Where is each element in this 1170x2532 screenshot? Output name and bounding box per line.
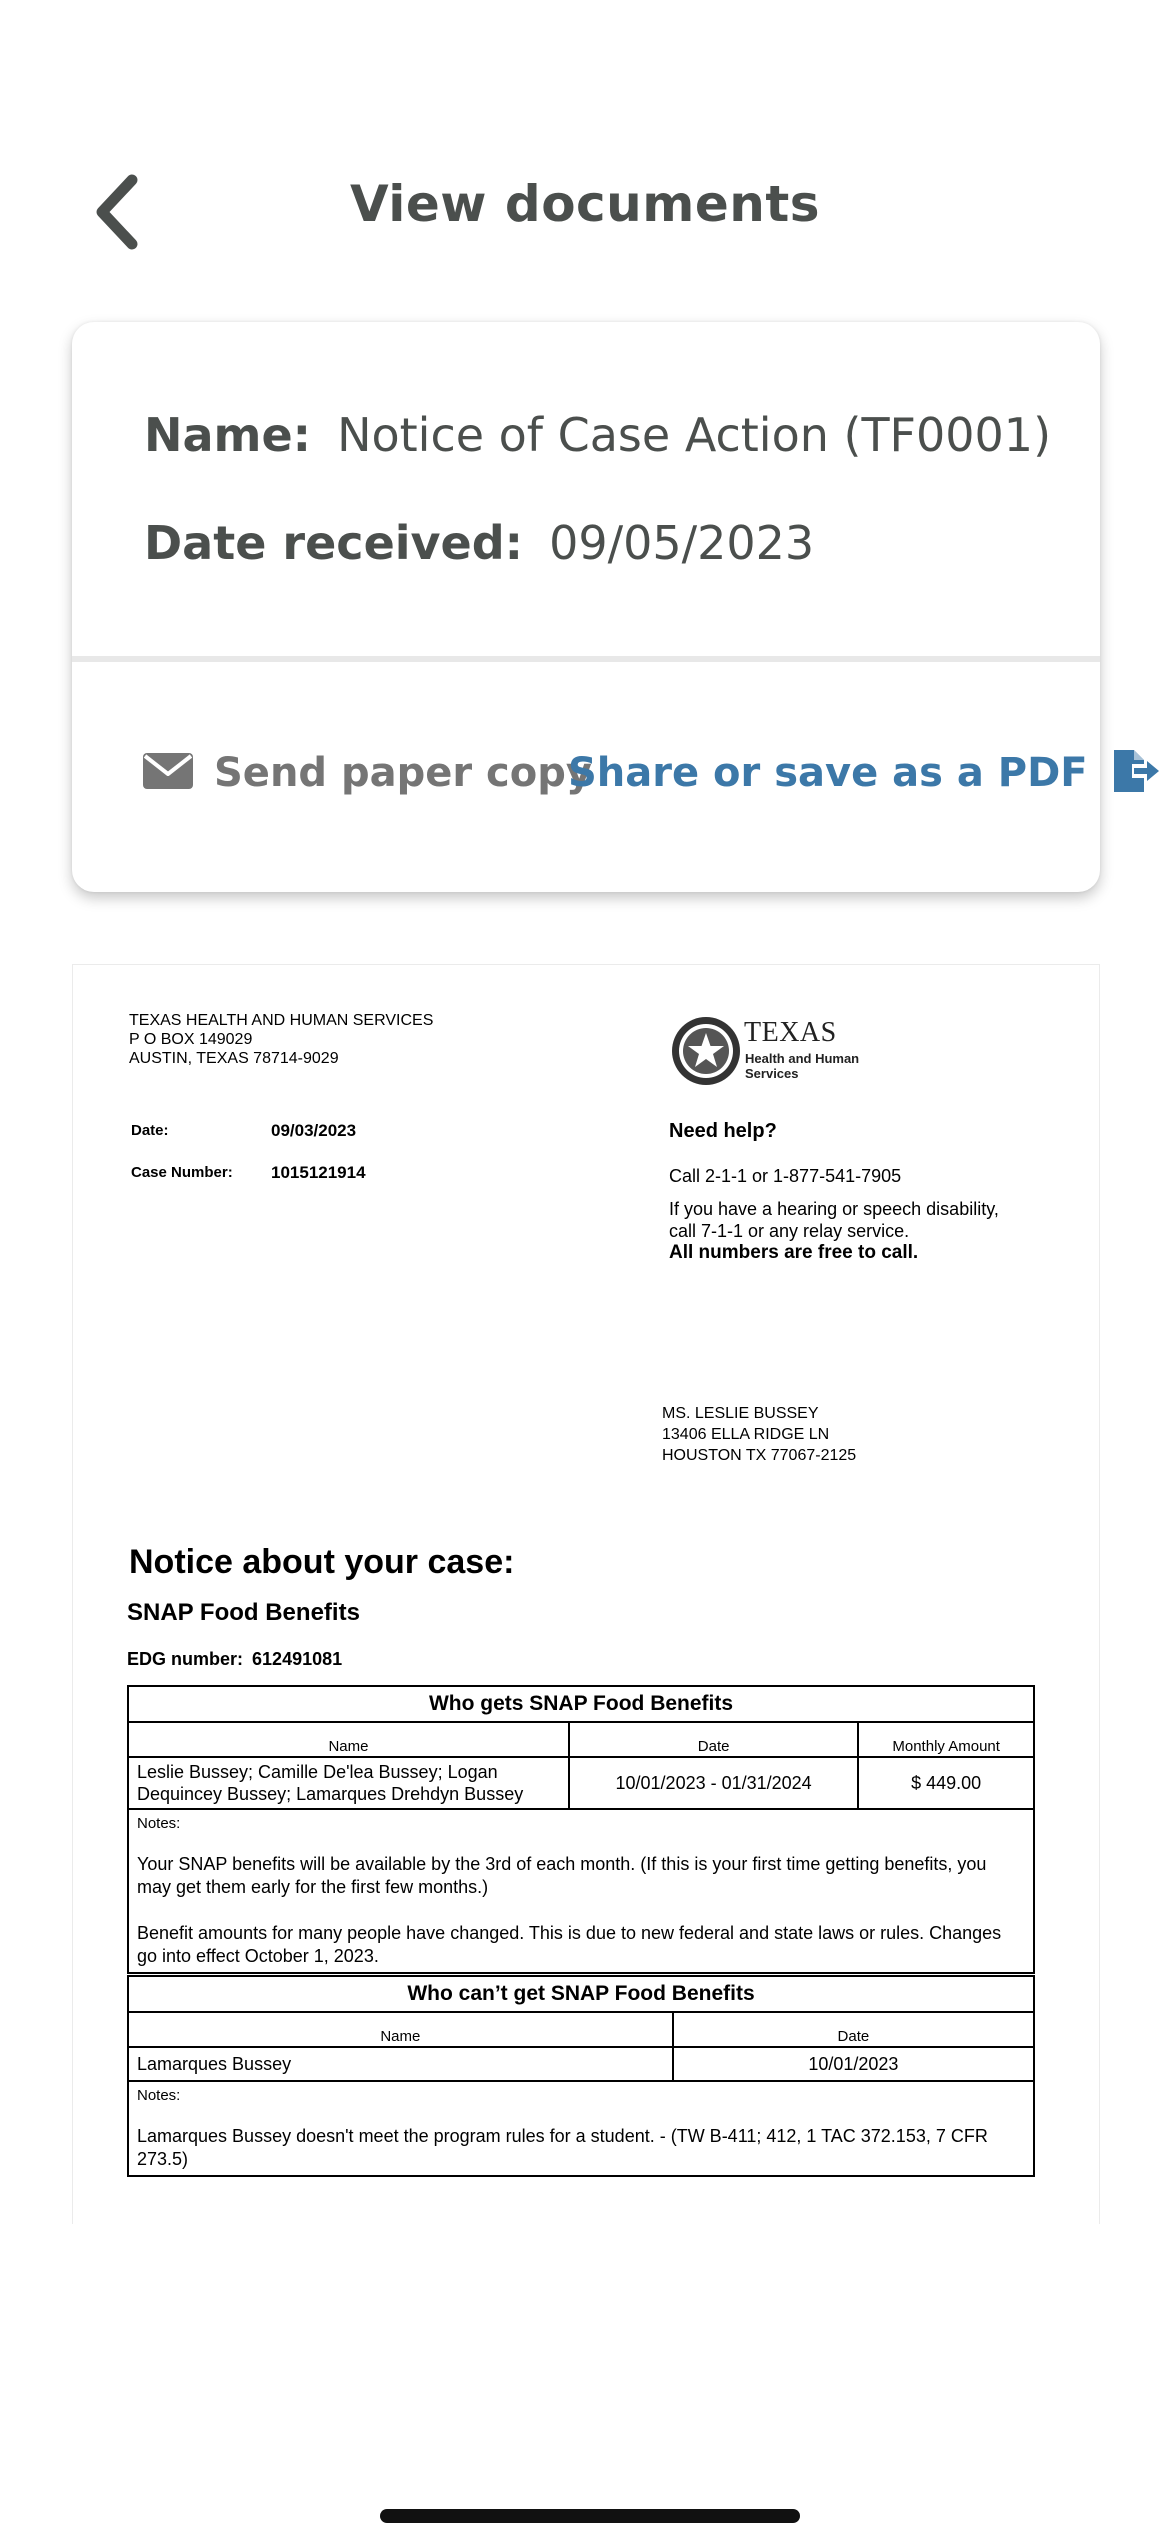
table-title: Who can’t get SNAP Food Benefits — [128, 1976, 1034, 2012]
table-row — [128, 1757, 1034, 1809]
notes-cell — [128, 2081, 1034, 2176]
column-header: Name — [128, 1722, 569, 1757]
help-phone: Call 2-1-1 or 1-877-541-7905 — [669, 1166, 902, 1186]
note-paragraph: Your SNAP benefits will be available by the 3rd of each month. (If this is your first time getting benefits, you may get them early for the first few months.) — [137, 1854, 987, 1897]
notes-label: Notes: — [137, 2087, 181, 2104]
logo-title: TEXAS — [744, 1017, 837, 1048]
help-disability — [669, 1198, 999, 1264]
help-disability-line: call 7-1-1 or any relay service. — [669, 1221, 910, 1241]
date-received-label: Date received: — [144, 516, 524, 570]
help-free-note: All numbers are free to call. — [669, 1242, 919, 1263]
share-pdf-label: Share or save as a PDF — [568, 750, 1088, 796]
addressee-line: 13406 ELLA RIDGE LN — [662, 1426, 830, 1443]
texas-hhs-logo — [670, 1013, 860, 1089]
edg-number — [127, 1649, 342, 1670]
envelope-icon — [142, 751, 194, 791]
document-name-value: Notice of Case Action (TF0001) — [337, 408, 1052, 462]
benefit-period: 10/01/2023 - 01/31/2024 — [569, 1757, 858, 1809]
top-bar — [0, 150, 1170, 270]
column-header: Monthly Amount — [858, 1722, 1034, 1757]
monthly-amount: $ 449.00 — [858, 1757, 1034, 1809]
sender-line: P O BOX 149029 — [129, 1031, 253, 1048]
document-info-card — [72, 322, 1100, 892]
notes-cell — [128, 1809, 1034, 1973]
note-paragraph: Benefit amounts for many people have changed. This is due to new federal and state laws or rules. Changes go into effect October 1, 2023. — [137, 1923, 1002, 1966]
sender-address — [129, 1011, 433, 1068]
page-title: View documents — [349, 175, 821, 233]
notes-label: Notes: — [137, 1815, 181, 1832]
column-header: Date — [569, 1722, 858, 1757]
edg-value: 612491081 — [252, 1649, 343, 1669]
addressee-line: MS. LESLIE BUSSEY — [662, 1405, 819, 1422]
who-gets-table — [127, 1685, 1035, 1974]
recipient-names-line: Dequincey Bussey; Lamarques Drehdyn Bussey — [137, 1784, 524, 1804]
notice-title: Notice about your case: — [129, 1543, 515, 1581]
home-indicator[interactable] — [380, 2509, 800, 2523]
ineligible-date: 10/01/2023 — [673, 2047, 1034, 2081]
addressee-address — [662, 1403, 856, 1466]
file-export-icon — [1110, 748, 1160, 794]
recipient-names-line: Leslie Bussey; Camille De'lea Bussey; Logan — [137, 1762, 498, 1782]
addressee-line: HOUSTON TX 77067-2125 — [662, 1447, 857, 1464]
letter-date-label: Date: — [131, 1122, 169, 1139]
help-disability-line: If you have a hearing or speech disability, — [669, 1199, 999, 1219]
date-received-value: 09/05/2023 — [549, 516, 815, 570]
note-paragraph: Lamarques Bussey doesn't meet the program rules for a student. - (TW B-411; 412, 1 TAC 372.153, 7 CFR 273.5) — [137, 2126, 988, 2169]
date-received-row — [144, 516, 814, 570]
card-divider — [72, 656, 1100, 662]
sender-line: AUSTIN, TEXAS 78714-9029 — [129, 1050, 339, 1067]
document-name-row — [144, 408, 1051, 462]
edg-label: EDG number: — [127, 1649, 244, 1669]
column-header: Date — [673, 2012, 1034, 2047]
letter-date-value: 09/03/2023 — [271, 1121, 357, 1140]
send-paper-copy-label: Send paper copy — [214, 750, 592, 796]
table-row — [128, 2047, 1034, 2081]
document-name-label: Name: — [144, 408, 312, 462]
recipient-names — [128, 1757, 569, 1809]
state-seal-icon — [670, 1015, 742, 1087]
document-preview[interactable] — [72, 964, 1100, 2224]
logo-subtitle — [745, 1051, 859, 1081]
sender-line: TEXAS HEALTH AND HUMAN SERVICES — [129, 1012, 434, 1029]
table-title: Who gets SNAP Food Benefits — [128, 1686, 1034, 1722]
who-cant-table — [127, 1975, 1035, 2177]
program-name: SNAP Food Benefits — [127, 1599, 360, 1626]
send-paper-copy-button[interactable] — [142, 750, 592, 796]
share-pdf-button[interactable] — [568, 750, 1160, 798]
ineligible-name: Lamarques Bussey — [128, 2047, 673, 2081]
column-header: Name — [128, 2012, 673, 2047]
case-number-value: 1015121914 — [271, 1163, 366, 1182]
case-number-label: Case Number: — [131, 1164, 233, 1181]
logo-subtitle-line: Services — [745, 1066, 799, 1081]
need-help-title: Need help? — [669, 1120, 777, 1142]
logo-subtitle-line: Health and Human — [745, 1051, 860, 1066]
